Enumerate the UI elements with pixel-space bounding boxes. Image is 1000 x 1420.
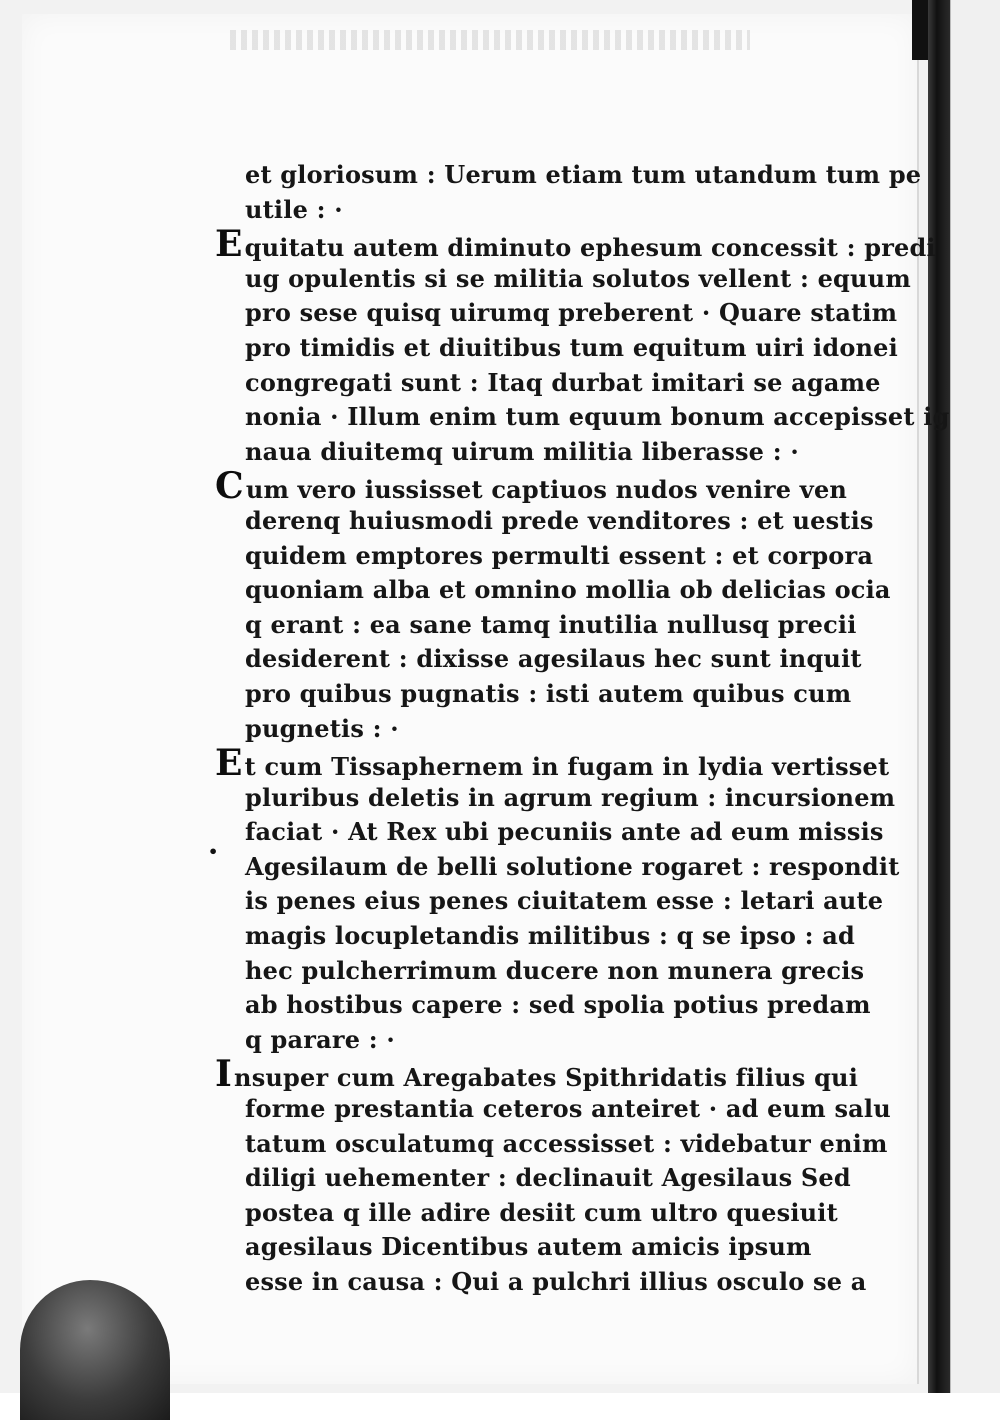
text-line: tatum osculatumq accessisset : videbatur enim [245, 1128, 888, 1158]
text-line: congregati sunt : Itaq durbat imitari se agame [245, 367, 881, 397]
text-line: postea q ille adire desiit cum ultro quesiuit [245, 1197, 838, 1227]
text-line: is penes eius penes ciuitatem esse : letari aute [245, 886, 884, 916]
text-line: ab hostibus capere : sed spolia potius predam [245, 990, 871, 1020]
manuscript-text-block [215, 158, 950, 1300]
text-line: nonia · Illum enim tum equum bonum accepisset ig [245, 402, 950, 432]
text-line: pro sese quisq uirumq preberent · Quare statim [245, 298, 898, 328]
text-line: quidem emptores permulti essent : et corpora [245, 540, 874, 570]
text-line: diligi uehementer : declinauit Agesilaus Sed [245, 1163, 851, 1193]
text-line: Cum vero iussisset captiuos nudos venire ven [215, 465, 848, 508]
text-line: pugnetis : · [245, 713, 399, 743]
decorated-initial: E [215, 223, 243, 266]
text-line: hec pulcherrimum ducere non munera grecis [245, 955, 865, 985]
decorated-initial: I [215, 1053, 233, 1096]
book-gutter [928, 0, 950, 1393]
text-line: pluribus deletis in agrum regium : incursionem [245, 782, 896, 812]
text-line: et gloriosum : Uerum etiam tum utandum tum pe [245, 160, 922, 189]
text-line: esse in causa : Qui a pulchri illius osculo se a [245, 1267, 867, 1296]
text-line: quoniam alba et omnino mollia ob delicias ocia [245, 575, 891, 605]
facing-page-edge [950, 0, 1000, 1393]
text-line: utile : · [245, 194, 343, 224]
text-line: pro timidis et diuitibus tum equitum uiri idonei [245, 332, 898, 362]
text-line: desiderent : dixisse agesilaus hec sunt inquit [245, 644, 862, 674]
decorated-initial: E [215, 742, 243, 785]
text-line: q parare : · [245, 1024, 395, 1054]
text-line: Equitatu autem diminuto ephesum concessit : predi [215, 223, 936, 266]
text-line: forme prestantia ceteros anteiret · ad eum salu [245, 1094, 891, 1124]
text-line: pro quibus pugnatis : isti autem quibus cum [245, 678, 852, 708]
text-line: agesilaus Dicentibus autem amicis ipsum [245, 1232, 812, 1262]
text-line: magis locupletandis militibus : q se ipso : ad [245, 921, 855, 951]
decorated-initial: C [215, 465, 244, 508]
text-line: q erant : ea sane tamq inutilia nullusq precii [245, 609, 857, 639]
text-line: faciat · At Rex ubi pecuniis ante ad eum missis [245, 817, 884, 847]
margin-mark: • [208, 842, 219, 861]
text-line: Agesilaum de belli solutione rogaret : respondit [245, 851, 900, 881]
text-line: derenq huiusmodi prede venditores : et uestis [245, 505, 874, 535]
text-line: naua diuitemq uirum militia liberasse : · [245, 436, 799, 466]
text-line: Insuper cum Aregabates Spithridatis filius qui [215, 1053, 859, 1096]
text-line: ug opulentis si se militia solutos vellent : equum [245, 263, 911, 293]
show-through-text [230, 30, 750, 50]
text-line: Et cum Tissaphernem in fugam in lydia vertisset [215, 742, 890, 785]
